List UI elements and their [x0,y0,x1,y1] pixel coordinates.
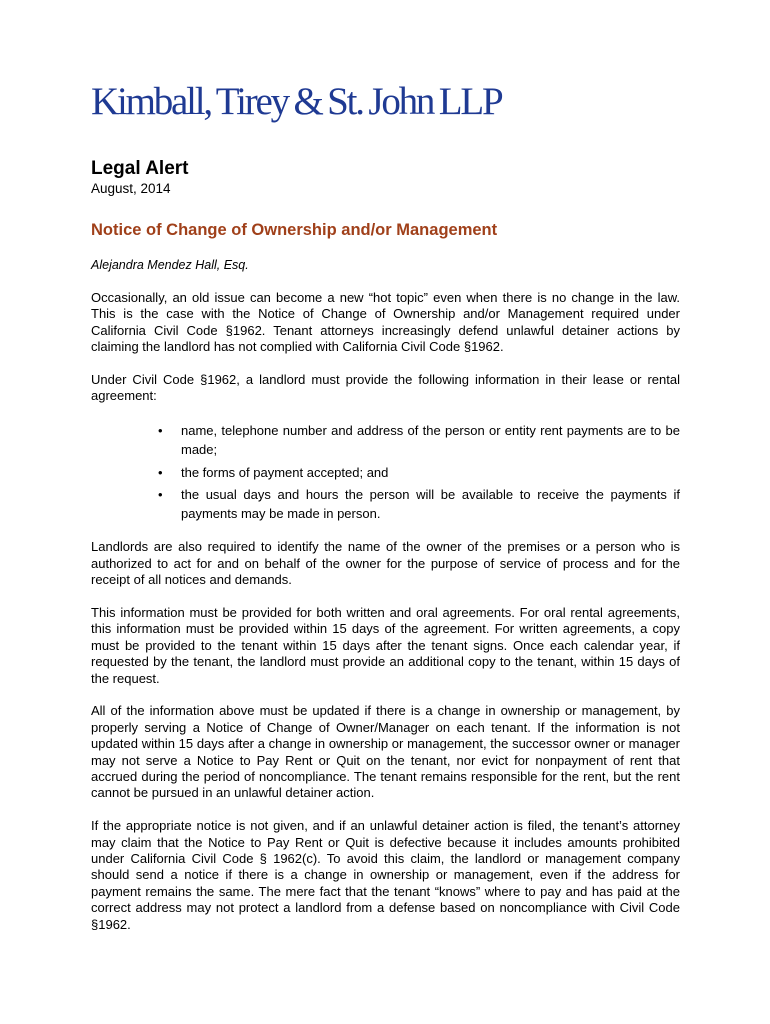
article-headline: Notice of Change of Ownership and/or Management [91,221,498,239]
bullet-icon: • [158,423,163,439]
paragraph-written-oral: This information must be provided for both written and oral agreements. For oral rental agreements, this information must be provided within 15 days of the agreement. For written agreements, a copy must be provided to the tenant within 15 days after the tenant signs. Once each calendar year, if requested by the tenant, the landlord must provide an additional copy to the tenant, within 15 days of the request. [91,605,680,686]
alert-title: Legal Alert [91,158,189,179]
paragraph-owner-identification: Landlords are also required to identify the name of the owner of the premises or a person who is authorized to act for and on behalf of the owner for the purpose of service of process and for the receipt of all notices and demands. [91,539,680,588]
paragraph-updates: All of the information above must be updated if there is a change in ownership or management, by properly serving a Notice of Change of Owner/Manager on each tenant. If the information is not updated within 15 days after a change in ownership or management, the successor owner or manager may not serve a Notice to Pay Rent or Quit on the tenant, nor evict for nonpayment of rent that accrued during the period of noncompliance. The tenant remains responsible for the rent, but the rent cannot be pursued in an unlawful detainer action. [91,703,680,801]
list-item [158,463,680,482]
paragraph-requirements: Under Civil Code §1962, a landlord must provide the following information in their lease or rental agreement: [91,372,680,404]
list-item [158,485,680,523]
article-author: Alejandra Mendez Hall, Esq. [91,258,249,272]
requirements-list [91,421,680,523]
list-item-text: name, telephone number and address of the person or entity rent payments are to be made; [181,423,680,458]
list-item-text: the usual days and hours the person will be available to receive the payments if payments may be made in person. [181,487,680,521]
bullet-icon: • [158,464,163,480]
list-item [158,421,680,459]
bullet-icon: • [158,487,163,502]
firm-name-logo: Kimball, Tirey & St. John LLP [91,80,502,123]
paragraph-intro: Occasionally, an old issue can become a new “hot topic” even when there is no change in the law. This is the case with the Notice of Change of Ownership and/or Management required under California Civil Code §1962. Tenant attorneys increasingly defend unlawful detainer actions by claiming the landlord has not complied with California Civil Code §1962. [91,290,680,355]
list-item-text: the forms of payment accepted; and [181,464,389,480]
alert-date: August, 2014 [91,181,171,196]
article-body [91,290,680,949]
paragraph-defense: If the appropriate notice is not given, and if an unlawful detainer action is filed, the tenant’s attorney may claim that the Notice to Pay Rent or Quit is defective because it includes amounts prohibited under California Civil Code § 1962(c). To avoid this claim, the landlord or management company should send a notice if there is a change in ownership or management, even if the address for payment remains the same. The mere fact that the tenant “knows” where to pay and has paid at the correct address may not protect a landlord from a defense based on noncompliance with Civil Code §1962. [91,818,680,932]
